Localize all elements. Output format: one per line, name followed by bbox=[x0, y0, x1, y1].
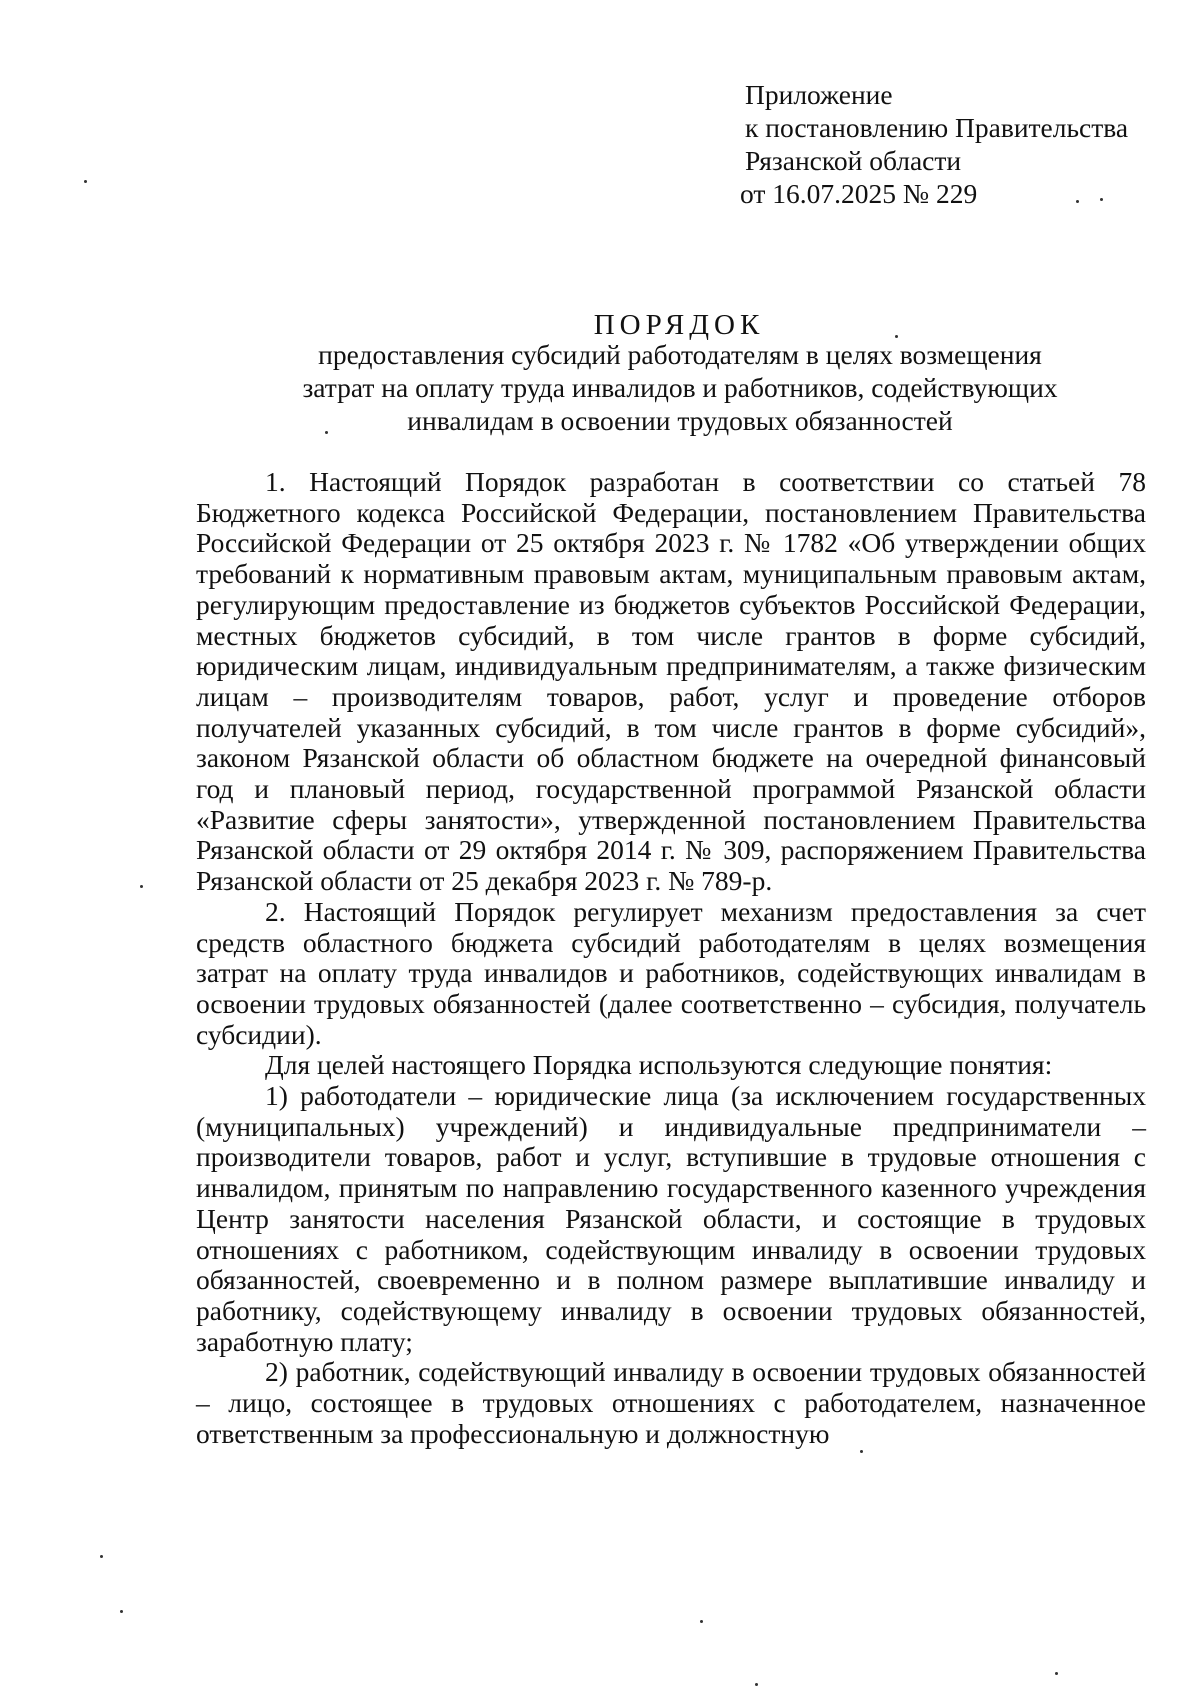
scan-speck bbox=[325, 431, 328, 434]
scan-speck bbox=[140, 885, 143, 888]
paragraph-definition-2: 2) работник, содействующий инвалиду в освоении трудовых обязанностей – лицо, состоящее в трудовых отношениях с работодателем, назначенное ответственным за профессиональную и должностную bbox=[196, 1356, 1146, 1449]
paragraph-2: 2. Настоящий Порядок регулирует механизм предоставления за счет средств областного бюджета субсидий работодателям в целях возмещения затрат на оплату труда инвалидов и работников, содействующих инвалидам в освоении трудовых обязанностей (далее соответственно – субсидия, получатель субсидии). bbox=[196, 895, 1146, 1050]
scan-speck bbox=[1076, 200, 1079, 203]
paragraph-1: 1. Настоящий Порядок разработан в соответствии со статьей 78 Бюджетного кодекса Российской Федерации, постановлением Правительства Российской Федерации от 25 октября 2023 г. № 1782 «Об утверждении общих требований к нормативным правовым актам, муниципальным правовым актам, регулирующим предоставление из бюджетов субъектов Российской Федерации, местных бюджетов субсидий, в том числе грантов в форме субсидий, юридическим лицам, индивидуальным предпринимателям, а также физическим лицам – производителям товаров, работ, услуг и проведение отборов получателей указанных субсидий, в том числе грантов в форме субсидий», законом Рязанской области об областном бюджете на очередной финансовый год и плановый период, государственной программой Рязанской области «Развитие сферы занятости», утвержденной постановлением Правительства Рязанской области от 29 октября 2014 г. № 309, распоряжением Правительства Рязанской области от 25 декабря 2023 г. № 789-р. bbox=[196, 466, 1146, 897]
scan-speck bbox=[895, 335, 898, 338]
subtitle-line-2: затрат на оплату труда инвалидов и работников, содействующих bbox=[302, 372, 1058, 403]
paragraph-definitions-intro: Для целей настоящего Порядка используются следующие понятия: bbox=[265, 1049, 1053, 1081]
scan-speck bbox=[1055, 1672, 1058, 1675]
document-title: ПОРЯДОК bbox=[593, 309, 765, 341]
scan-speck bbox=[1100, 198, 1103, 201]
subtitle-line-1: предоставления субсидий работодателям в целях возмещения bbox=[318, 339, 1042, 370]
subtitle-line-3: инвалидам в освоении трудовых обязанностей bbox=[407, 405, 953, 436]
document-subtitle bbox=[280, 338, 1080, 437]
appendix-date-number: от 16.07.2025 № 229 bbox=[740, 178, 978, 209]
appendix-region: Рязанской области bbox=[745, 145, 962, 176]
appendix-resolution-ref: к постановлению Правительства bbox=[745, 112, 1129, 143]
appendix-block bbox=[740, 78, 1129, 210]
scan-speck bbox=[120, 1610, 123, 1613]
scan-speck bbox=[700, 1620, 703, 1623]
scan-speck bbox=[755, 1683, 758, 1686]
document-body bbox=[196, 467, 1146, 1450]
scan-speck bbox=[100, 1555, 103, 1558]
paragraph-definition-1: 1) работодатели – юридические лица (за исключением государственных (муниципальных) учреждений) и индивидуальные предприниматели – производители товаров, работ и услуг, вступившие в трудовые отношения с инвалидом, принятым по направлению государственного казенного учреждения Центр занятости населения Рязанской области, и состоящие в трудовых отношениях с работником, содействующим инвалиду в освоении трудовых обязанностей, своевременно и в полном размере выплатившие инвалиду и работнику, содействующему инвалиду в освоении трудовых обязанностей, заработную плату; bbox=[196, 1080, 1146, 1357]
scan-speck bbox=[860, 1450, 863, 1453]
appendix-label: Приложение bbox=[745, 79, 893, 110]
scan-speck bbox=[84, 180, 87, 183]
